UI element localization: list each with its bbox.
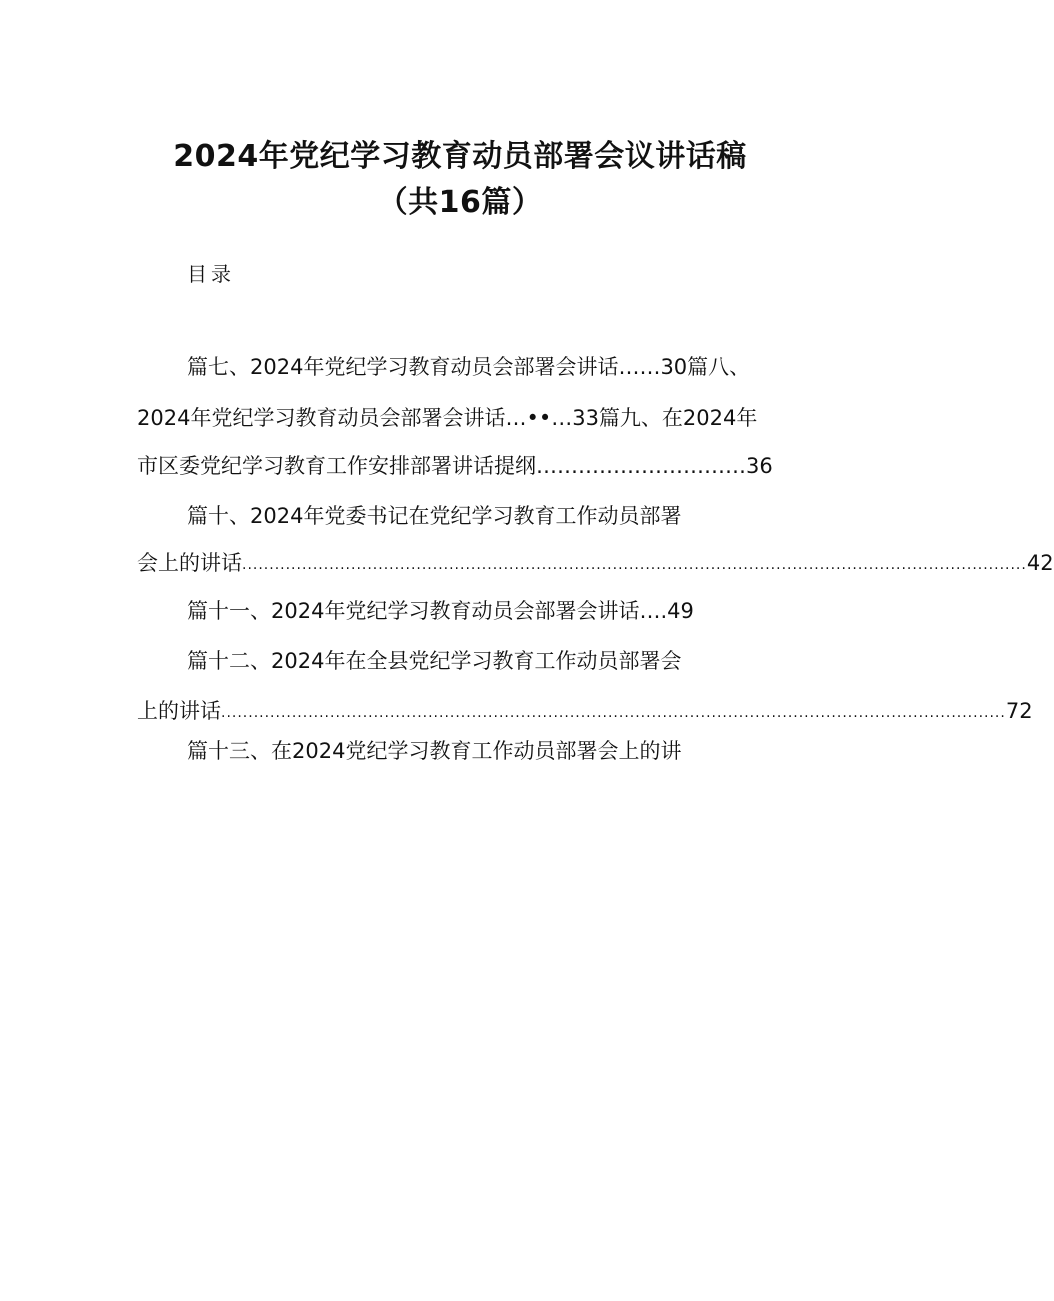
- toc-leader-dots: ................................................................................................................................................: [242, 557, 1027, 573]
- toc-leader-dots: ................................................................................................................................................: [221, 705, 1006, 721]
- toc-page-number: 72: [1005, 699, 1033, 723]
- toc-line: 2024年党纪学习教育动员会部署会讲话…••…33篇九、在2024年: [137, 406, 758, 430]
- document-title-line-1: 2024年党纪学习教育动员部署会议讲话稿: [173, 139, 747, 174]
- toc-line: [137, 698, 1033, 728]
- toc-line: 篇十、2024年党委书记在党纪学习教育工作动员部署: [187, 504, 682, 528]
- toc-line: 篇十三、在2024党纪学习教育工作动员部署会上的讲: [187, 739, 682, 763]
- toc-entry-title: 上的讲话: [137, 699, 221, 723]
- toc-line: [137, 550, 1054, 580]
- toc-page-number: 42: [1026, 551, 1054, 575]
- toc-heading: 目录: [187, 262, 235, 286]
- document-title-line-2: （共16篇）: [377, 185, 543, 220]
- toc-entry-title: 会上的讲话: [137, 551, 242, 575]
- toc-line: 篇十二、2024年在全县党纪学习教育工作动员部署会: [187, 649, 682, 673]
- toc-line: 篇七、2024年党纪学习教育动员会部署会讲话……30篇八、: [187, 355, 751, 379]
- toc-line: 篇十一、2024年党纪学习教育动员会部署会讲话….49: [187, 599, 694, 623]
- toc-line: 市区委党纪学习教育工作安排部署讲话提纲…………………………36: [137, 454, 773, 478]
